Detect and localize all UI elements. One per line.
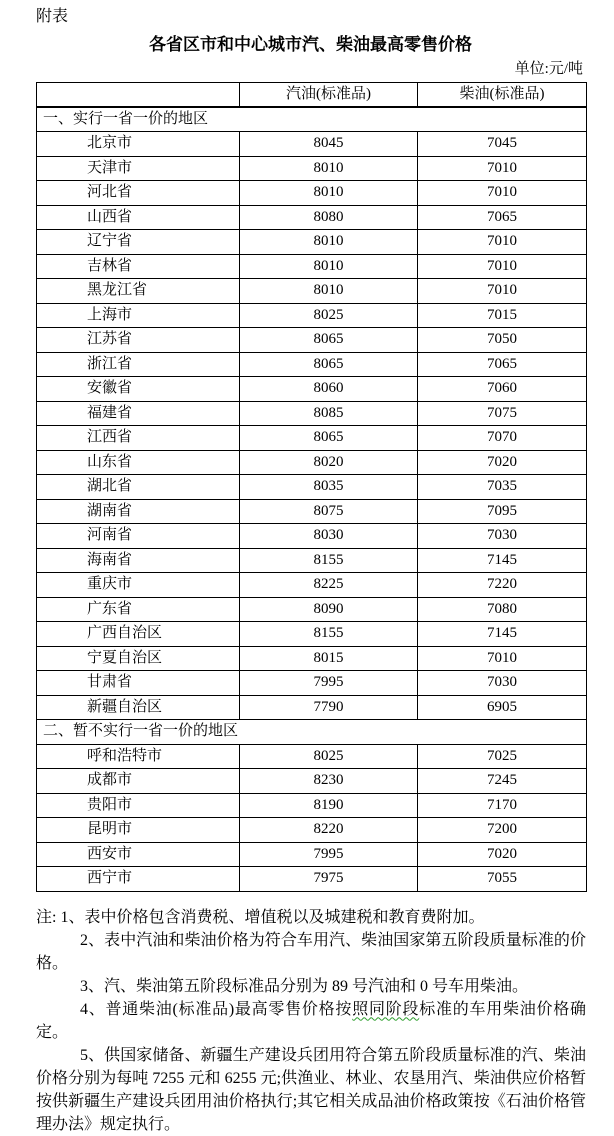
note-text: 标准的车用柴油价格确定。 (36, 1000, 586, 1041)
region-name: 贵阳市 (37, 793, 240, 818)
gasoline-price: 7790 (240, 695, 418, 720)
table-row (37, 156, 587, 181)
region-name: 北京市 (37, 132, 240, 157)
note-paragraph (36, 998, 586, 1044)
gasoline-price: 8030 (240, 524, 418, 549)
table-row (37, 842, 587, 867)
table-row (37, 132, 587, 157)
table-row (37, 254, 587, 279)
table-row (37, 573, 587, 598)
diesel-price: 7010 (418, 181, 587, 206)
gasoline-price: 8220 (240, 818, 418, 843)
region-name: 河南省 (37, 524, 240, 549)
region-name: 黑龙江省 (37, 279, 240, 304)
region-name: 浙江省 (37, 352, 240, 377)
diesel-price: 7020 (418, 842, 587, 867)
region-name: 呼和浩特市 (37, 744, 240, 769)
section-header-2: 二、暂不实行一省一价的地区 (37, 720, 587, 745)
diesel-price: 7145 (418, 548, 587, 573)
table-row (37, 303, 587, 328)
gasoline-price: 8230 (240, 769, 418, 794)
diesel-price: 7070 (418, 426, 587, 451)
note-text: 注: 1、表中价格包含消费税、增值税以及城建税和教育费附加。 (36, 908, 485, 926)
notes-section (36, 906, 586, 1136)
table-row (37, 769, 587, 794)
note-paragraph (36, 1044, 586, 1136)
diesel-price: 7145 (418, 622, 587, 647)
table-row (37, 352, 587, 377)
table-row (37, 867, 587, 892)
section-header-row (37, 107, 587, 132)
region-name: 上海市 (37, 303, 240, 328)
diesel-price: 7050 (418, 328, 587, 353)
column-header-region (37, 83, 240, 108)
diesel-price: 7075 (418, 401, 587, 426)
region-name: 福建省 (37, 401, 240, 426)
gasoline-price: 8015 (240, 646, 418, 671)
region-name: 广西自治区 (37, 622, 240, 647)
section-header-row (37, 720, 587, 745)
table-row (37, 450, 587, 475)
diesel-price: 7035 (418, 475, 587, 500)
gasoline-price: 8025 (240, 744, 418, 769)
region-name: 江西省 (37, 426, 240, 451)
spellcheck-squiggle-text: 照同阶段 (352, 1000, 420, 1018)
table-row (37, 744, 587, 769)
section-header-1: 一、实行一省一价的地区 (37, 107, 587, 132)
table-row (37, 279, 587, 304)
price-table (36, 82, 587, 892)
diesel-price: 7010 (418, 230, 587, 255)
gasoline-price: 8020 (240, 450, 418, 475)
unit-label: 单位:元/吨 (514, 61, 583, 77)
region-name: 江苏省 (37, 328, 240, 353)
gasoline-price: 8010 (240, 230, 418, 255)
region-name: 湖北省 (37, 475, 240, 500)
table-row (37, 499, 587, 524)
gasoline-price: 8065 (240, 426, 418, 451)
diesel-price: 7095 (418, 499, 587, 524)
gasoline-price: 8010 (240, 156, 418, 181)
diesel-price: 7010 (418, 279, 587, 304)
region-name: 辽宁省 (37, 230, 240, 255)
diesel-price: 7020 (418, 450, 587, 475)
diesel-price: 7065 (418, 205, 587, 230)
gasoline-price: 8085 (240, 401, 418, 426)
gasoline-price: 8080 (240, 205, 418, 230)
table-row (37, 426, 587, 451)
note-paragraph (36, 906, 586, 929)
gasoline-price: 8010 (240, 254, 418, 279)
gasoline-price: 8060 (240, 377, 418, 402)
gasoline-price: 7975 (240, 867, 418, 892)
table-row (37, 646, 587, 671)
region-name: 河北省 (37, 181, 240, 206)
diesel-price: 7030 (418, 671, 587, 696)
region-name: 山西省 (37, 205, 240, 230)
gasoline-price: 8225 (240, 573, 418, 598)
table-row (37, 695, 587, 720)
region-name: 吉林省 (37, 254, 240, 279)
gasoline-price: 8010 (240, 181, 418, 206)
note-text: 4、普通柴油(标准品)最高零售价格按 (80, 1000, 353, 1018)
table-row (37, 181, 587, 206)
gasoline-price: 8155 (240, 548, 418, 573)
table-row (37, 524, 587, 549)
region-name: 宁夏自治区 (37, 646, 240, 671)
table-row (37, 328, 587, 353)
region-name: 海南省 (37, 548, 240, 573)
region-name: 安徽省 (37, 377, 240, 402)
region-name: 重庆市 (37, 573, 240, 598)
diesel-price: 7060 (418, 377, 587, 402)
column-header-gasoline: 汽油(标准品) (240, 83, 418, 108)
region-name: 甘肃省 (37, 671, 240, 696)
gasoline-price: 8090 (240, 597, 418, 622)
region-name: 广东省 (37, 597, 240, 622)
region-name: 西安市 (37, 842, 240, 867)
table-header-row (37, 83, 587, 108)
table-row (37, 548, 587, 573)
table-row (37, 793, 587, 818)
column-header-diesel: 柴油(标准品) (418, 83, 587, 108)
gasoline-price: 7995 (240, 671, 418, 696)
gasoline-price: 8065 (240, 328, 418, 353)
table-row (37, 230, 587, 255)
region-name: 成都市 (37, 769, 240, 794)
diesel-price: 7025 (418, 744, 587, 769)
diesel-price: 7045 (418, 132, 587, 157)
region-name: 西宁市 (37, 867, 240, 892)
diesel-price: 7245 (418, 769, 587, 794)
table-row (37, 671, 587, 696)
table-row (37, 205, 587, 230)
table-row (37, 377, 587, 402)
gasoline-price: 8025 (240, 303, 418, 328)
diesel-price: 7010 (418, 156, 587, 181)
diesel-price: 6905 (418, 695, 587, 720)
table-row (37, 818, 587, 843)
diesel-price: 7080 (418, 597, 587, 622)
gasoline-price: 8075 (240, 499, 418, 524)
gasoline-price: 8155 (240, 622, 418, 647)
note-text: 2、表中汽油和柴油价格为符合车用汽、柴油国家第五阶段质量标准的价格。 (36, 931, 586, 972)
note-paragraph (36, 929, 586, 975)
region-name: 天津市 (37, 156, 240, 181)
diesel-price: 7030 (418, 524, 587, 549)
note-paragraph (36, 975, 586, 998)
table-row (37, 401, 587, 426)
diesel-price: 7220 (418, 573, 587, 598)
table-row (37, 597, 587, 622)
gasoline-price: 8010 (240, 279, 418, 304)
diesel-price: 7015 (418, 303, 587, 328)
diesel-price: 7010 (418, 646, 587, 671)
table-row (37, 475, 587, 500)
gasoline-price: 8045 (240, 132, 418, 157)
appendix-tag: 附表 (36, 8, 69, 25)
page-title: 各省区市和中心城市汽、柴油最高零售价格 (149, 35, 472, 54)
region-name: 昆明市 (37, 818, 240, 843)
diesel-price: 7010 (418, 254, 587, 279)
table-row (37, 622, 587, 647)
diesel-price: 7065 (418, 352, 587, 377)
gasoline-price: 8035 (240, 475, 418, 500)
gasoline-price: 8190 (240, 793, 418, 818)
region-name: 山东省 (37, 450, 240, 475)
diesel-price: 7170 (418, 793, 587, 818)
diesel-price: 7200 (418, 818, 587, 843)
diesel-price: 7055 (418, 867, 587, 892)
note-text: 5、供国家储备、新疆生产建设兵团用符合第五阶段质量标准的汽、柴油价格分别为每吨 7255 元和 6255 元;供渔业、林业、农垦用汽、柴油供应价格暂按供新疆生产建设兵团用油价格执行;其它相关成品油价格政策按《石油价格管理办法》规定执行。 (36, 1046, 586, 1133)
gasoline-price: 8065 (240, 352, 418, 377)
note-text: 3、汽、柴油第五阶段标准品分别为 89 号汽油和 0 号车用柴油。 (80, 977, 529, 995)
region-name: 新疆自治区 (37, 695, 240, 720)
region-name: 湖南省 (37, 499, 240, 524)
gasoline-price: 7995 (240, 842, 418, 867)
